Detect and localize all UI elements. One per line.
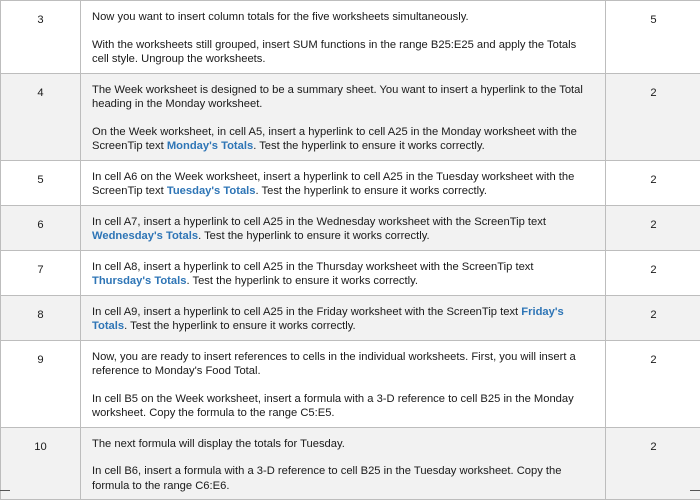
points-cell <box>606 1 700 74</box>
points-value: 5 <box>650 14 657 26</box>
step-instructions-cell <box>81 1 606 74</box>
points-cell <box>606 427 700 500</box>
points-cell <box>606 295 700 340</box>
step-number-cell <box>1 295 81 340</box>
step-number: 4 <box>37 86 44 99</box>
instruction-text: Now you want to insert column totals for the five worksheets simultaneously. <box>92 11 469 23</box>
step-number-cell <box>1 160 81 205</box>
instruction-paragraph <box>92 83 593 112</box>
points-value: 2 <box>650 263 657 276</box>
step-number-cell <box>1 427 81 500</box>
step-instructions-cell <box>81 160 606 205</box>
instruction-text: The Week worksheet is designed to be a summary sheet. You want to insert a hyperlink to the Total heading in the Monday worksheet. <box>92 83 583 110</box>
instruction-paragraph <box>92 392 593 421</box>
table-row <box>1 295 700 340</box>
instruction-text: In cell A6 on the Week worksheet, insert a hyperlink to cell A25 in the Tuesday worksheet with the ScreenTip text <box>92 170 575 197</box>
points-cell <box>606 340 700 427</box>
step-number: 6 <box>37 218 44 231</box>
screentip-text: Friday's Totals <box>92 305 564 332</box>
points-value: 2 <box>650 86 657 99</box>
instruction-text: In cell A7, insert a hyperlink to cell A25 in the Wednesday worksheet with the ScreenTip text <box>92 215 546 228</box>
instruction-paragraph <box>92 260 593 289</box>
screentip-text: Thursday's Totals <box>92 275 187 287</box>
step-number-cell <box>1 1 81 74</box>
instruction-paragraph <box>92 350 593 379</box>
instructions-table-body <box>1 1 700 500</box>
instruction-text: In cell B6, insert a formula with a 3-D reference to cell B25 in the Tuesday worksheet. Copy the formula to the range C6:E6. <box>92 465 562 492</box>
points-value: 2 <box>650 173 657 186</box>
instruction-text: . Test the hyperlink to ensure it works correctly. <box>198 230 430 242</box>
instruction-text: With the worksheets still grouped, insert SUM functions in the range B25:E25 and apply the Totals cell style. Ungroup the worksheets. <box>92 38 577 65</box>
step-number: 3 <box>37 14 44 26</box>
points-value: 2 <box>650 218 657 231</box>
table-row <box>1 205 700 250</box>
step-number-cell <box>1 73 81 160</box>
screentip-text: Wednesday's Totals <box>92 230 199 242</box>
table-row <box>1 73 700 160</box>
step-instructions-cell <box>81 427 606 500</box>
step-number: 8 <box>37 308 44 321</box>
step-instructions-cell <box>81 340 606 427</box>
instruction-text: On the Week worksheet, in cell A5, insert a hyperlink to cell A25 in the Monday worksheet with the ScreenTip text <box>92 125 577 152</box>
table-row <box>1 427 700 500</box>
step-number: 10 <box>34 440 47 453</box>
step-number-cell <box>1 250 81 295</box>
instruction-text: The next formula will display the totals for Tuesday. <box>92 437 345 450</box>
step-instructions-cell <box>81 295 606 340</box>
instruction-paragraph <box>92 170 593 199</box>
table-row <box>1 160 700 205</box>
page-corner-mark-right <box>690 490 700 491</box>
points-cell <box>606 73 700 160</box>
instruction-text: . Test the hyperlink to ensure it works correctly. <box>255 185 488 197</box>
screentip-text: Tuesday's Totals <box>166 185 256 197</box>
instruction-paragraph <box>92 215 593 244</box>
instruction-text: . Test the hyperlink to ensure it works correctly. <box>253 140 485 152</box>
step-instructions-cell <box>81 205 606 250</box>
step-number: 9 <box>37 353 44 366</box>
table-row <box>1 340 700 427</box>
points-cell <box>606 250 700 295</box>
instruction-text: In cell A8, insert a hyperlink to cell A25 in the Thursday worksheet with the ScreenTip text <box>92 260 534 273</box>
step-number: 5 <box>37 173 44 186</box>
instruction-paragraph <box>92 437 593 452</box>
points-cell <box>606 205 700 250</box>
screentip-text: Monday's Totals <box>166 140 254 152</box>
points-value: 2 <box>650 308 657 321</box>
step-number: 7 <box>37 263 44 276</box>
table-row <box>1 250 700 295</box>
instruction-paragraph <box>92 38 593 67</box>
page-corner-mark-left <box>0 490 10 491</box>
step-instructions-cell <box>81 73 606 160</box>
step-number-cell <box>1 340 81 427</box>
table-row <box>1 1 700 74</box>
instruction-text: . Test the hyperlink to ensure it works correctly. <box>186 275 418 287</box>
instruction-text: In cell A9, insert a hyperlink to cell A25 in the Friday worksheet with the ScreenTip text <box>92 305 522 318</box>
points-value: 2 <box>650 440 657 453</box>
points-value: 2 <box>650 353 657 366</box>
instruction-text: Now, you are ready to insert references to cells in the individual worksheets. First, you will insert a reference to Monday's Food Total. <box>92 350 576 377</box>
instruction-text: . Test the hyperlink to ensure it works correctly. <box>124 320 356 332</box>
instruction-paragraph <box>92 305 593 334</box>
instruction-text: In cell B5 on the Week worksheet, insert a formula with a 3-D reference to cell B25 in the Monday worksheet. Copy the formula to the range C5:E5. <box>92 392 574 419</box>
points-cell <box>606 160 700 205</box>
step-number-cell <box>1 205 81 250</box>
instruction-paragraph <box>92 464 593 493</box>
step-instructions-cell <box>81 250 606 295</box>
instruction-paragraph <box>92 125 593 154</box>
instruction-paragraph <box>92 10 593 25</box>
